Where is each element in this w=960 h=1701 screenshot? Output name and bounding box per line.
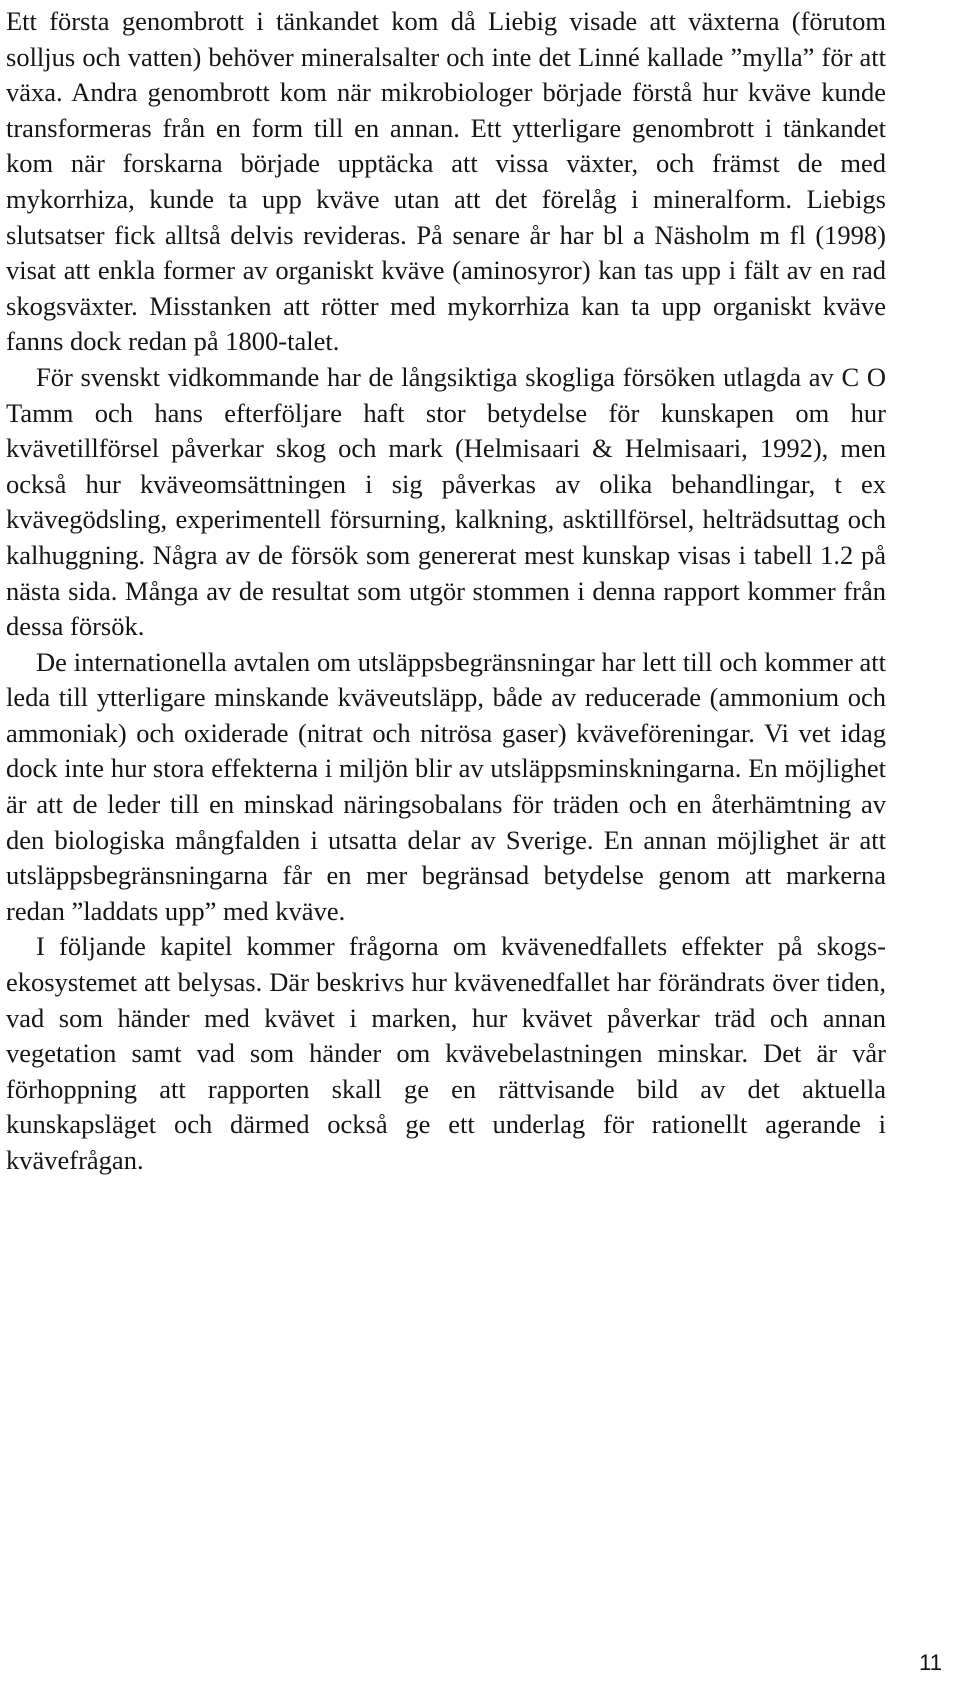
body-text	[6, 4, 886, 1179]
paragraph-4: I följande kapitel kommer frågorna om kvävenedfallets effekter på skogsekosystemet att belysas. Där beskrivs hur kvävenedfallet har förändrats över tiden, vad som händer med kvävet i marken, hur kvävet påverkar träd och annan vegetation samt vad som händer om kvävebelastningen minskar. Det är vår förhoppning att rapporten skall ge en rättvisande bild av det aktuella kunskapsläget och därmed också ge ett underlag för rationellt agerande i kvävefrågan.	[6, 931, 886, 1175]
page-number: 11	[919, 1650, 942, 1675]
paragraph-2: För svenskt vidkommande har de långsiktiga skogliga försöken utlagda av C O Tamm och hans efterföljare haft stor betydelse för kunskapen om hur kvävetillförsel påverkar skog och mark (Helmisaari & Helmisaari, 1992), men också hur kväveomsättningen i sig påverkas av olika behandlingar, t ex kvävegödsling, experimentell försurning, kalkning, asktillförsel, helträdsuttag och kalhuggning. Några av de försök som genererat mest kunskap visas i tabell 1.2 på nästa sida. Många av de resultat som utgör stommen i denna rapport kommer från dessa försök.	[6, 361, 886, 642]
paragraph-3: De internationella avtalen om utsläppsbegränsningar har lett till och kommer att leda till ytterligare minskande kväveutsläpp, både av reducerade (ammonium och ammoniak) och oxiderade (nitrat och nitrösa gaser) kväveföreningar. Vi vet idag dock inte hur stora effekterna i miljön blir av utsläppsminskningarna. En möjlighet är att de leder till en minskad näringsobalans för träden och en återhämtning av den biologiska mångfalden i utsatta delar av Sverige. En annan möjlighet är att utsläppsbegränsningarna får en mer begränsad betydelse genom att markerna redan ”laddats upp” med kväve.	[6, 646, 886, 926]
paragraph-1: Ett första genombrott i tänkandet kom då Liebig visade att växterna (förutom solljus och vatten) behöver mineralsalter och inte det Linné kallade ”mylla” för att växa. Andra genombrott kom när mikrobiologer började förstå hur kväve kunde transformeras från en form till en annan. Ett ytterligare genombrott i tänkandet kom när forskarna började upptäcka att vissa växter, och främst de med mykorrhiza, kunde ta upp kväve utan att det förelåg i mineralform. Liebigs slutsatser fick alltså delvis revideras. På senare år har bl a Näsholm m fl (1998) visat att enkla former av organiskt kväve (aminosyror) kan tas upp i fält av en rad skogsväxter. Misstanken att rötter med mykorrhiza kan ta upp organiskt kväve fanns dock redan på 1800-talet.	[6, 6, 886, 357]
